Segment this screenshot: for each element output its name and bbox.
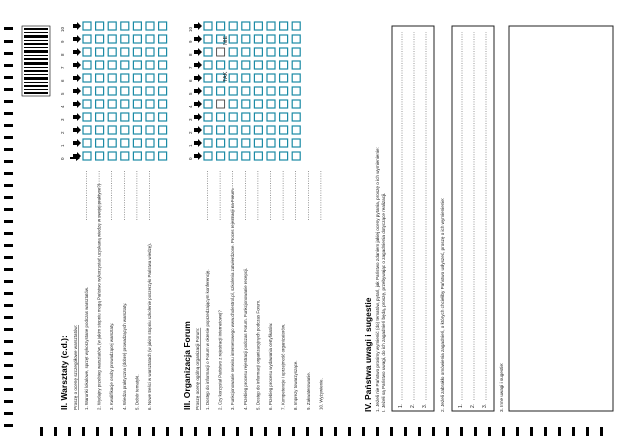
rating-checkbox[interactable] <box>204 61 212 69</box>
section-2-scale-header <box>60 26 65 160</box>
rating-checkbox[interactable] <box>159 113 167 121</box>
section-3-title: III. Organizacja Forum <box>182 321 192 410</box>
rating-checkbox[interactable] <box>204 87 212 95</box>
rating-checkbox[interactable] <box>159 35 167 43</box>
scale-arrow-icon <box>194 152 202 160</box>
rating-checkbox[interactable] <box>133 113 141 121</box>
rating-checkbox[interactable] <box>121 100 129 108</box>
rating-checkbox[interactable] <box>204 48 212 56</box>
rating-checkbox[interactable] <box>254 48 262 56</box>
rating-checkbox[interactable] <box>292 126 300 134</box>
rating-checkbox[interactable] <box>146 61 154 69</box>
rating-checkbox[interactable] <box>83 35 91 43</box>
rating-checkbox[interactable] <box>133 74 141 82</box>
rating-checkbox[interactable] <box>242 74 250 82</box>
rating-checkbox[interactable] <box>133 87 141 95</box>
rating-checkbox[interactable] <box>108 113 116 121</box>
rating-checkbox[interactable] <box>108 100 116 108</box>
answer-box-3[interactable] <box>509 26 613 411</box>
rating-checkbox[interactable] <box>204 139 212 147</box>
rating-checkbox[interactable] <box>133 61 141 69</box>
rating-checkbox[interactable] <box>217 126 225 134</box>
box1-line-3: 3. <box>422 403 428 408</box>
rating-checkbox[interactable] <box>217 61 225 69</box>
rating-checkbox[interactable] <box>96 152 104 160</box>
question-text: 6. Przebieg procesu wydawania certyfikatów. <box>268 322 273 410</box>
scale-arrow-icon <box>194 61 202 69</box>
rating-checkbox[interactable] <box>242 61 250 69</box>
rating-checkbox[interactable] <box>108 152 116 160</box>
rating-checkbox[interactable] <box>108 35 116 43</box>
rating-checkbox[interactable] <box>146 35 154 43</box>
rating-checkbox[interactable] <box>280 35 288 43</box>
rating-checkbox[interactable] <box>146 152 154 160</box>
box1-line-1: 1. <box>398 403 404 408</box>
rating-checkbox[interactable] <box>267 87 275 95</box>
scale-1: 1 <box>188 144 193 147</box>
no-label: NIE <box>223 35 229 45</box>
scale-5: 5 <box>188 92 193 95</box>
rating-checkbox[interactable] <box>121 126 129 134</box>
rating-checkbox[interactable] <box>267 22 275 30</box>
rating-checkbox[interactable] <box>108 126 116 134</box>
rating-checkbox[interactable] <box>96 61 104 69</box>
rating-checkbox[interactable] <box>267 113 275 121</box>
rating-checkbox[interactable] <box>83 87 91 95</box>
section-2-items <box>84 170 152 410</box>
scale-arrow-icon <box>73 22 81 30</box>
rating-checkbox[interactable] <box>133 35 141 43</box>
left-timing-marks <box>4 27 13 427</box>
rating-checkbox[interactable] <box>159 48 167 56</box>
scale-arrow-icon <box>73 100 81 108</box>
rating-checkbox[interactable] <box>159 87 167 95</box>
yes-label: TAK <box>223 71 229 82</box>
scale-0: 0 <box>60 157 65 160</box>
question-text: 5. Dobór tematyki. <box>134 374 140 410</box>
barcode <box>22 26 50 96</box>
section-4-q1: 1. Jeżeli nie Państwo prosimy wymienić (do) tematów, pytań, jak Państwo zdaniem jakiej oceny pytania, proszę o ich wymienienie: <box>375 147 380 412</box>
section-4-q3: 3. Inne uwagi i sugestie: <box>499 362 504 412</box>
rating-checkbox[interactable] <box>217 139 225 147</box>
rating-checkbox[interactable] <box>133 152 141 160</box>
scale-3: 3 <box>60 118 65 121</box>
scale-9: 9 <box>188 40 193 43</box>
scale-arrow-icon <box>194 139 202 147</box>
rating-checkbox[interactable] <box>108 61 116 69</box>
rating-checkbox[interactable] <box>121 61 129 69</box>
rating-checkbox[interactable] <box>83 100 91 108</box>
section-4-q1b: I. Jeżeli są Państwo uwagi, do ich zagadnień będą, proszę, przebywając o zagadnienia dotyczące realizacji. <box>381 192 386 412</box>
question-text: 4. Przebieg procesu rejestracji podczas Forum. Funkcjonowanie recepcji. <box>242 267 248 410</box>
rating-checkbox[interactable] <box>280 87 288 95</box>
scale-2: 2 <box>60 131 65 134</box>
rating-checkbox[interactable] <box>96 139 104 147</box>
rating-checkbox[interactable] <box>204 74 212 82</box>
rating-checkbox[interactable] <box>159 152 167 160</box>
rating-checkbox[interactable] <box>96 48 104 56</box>
rating-checkbox[interactable] <box>280 126 288 134</box>
rating-checkbox[interactable] <box>146 113 154 121</box>
scale-arrow-icon <box>194 87 202 95</box>
question-text: 5. Dostęp do informacji organizacyjnych podczas Forum. <box>255 299 261 410</box>
rating-checkbox[interactable] <box>217 87 225 95</box>
rating-checkbox[interactable] <box>121 139 129 147</box>
rating-checkbox[interactable] <box>292 113 300 121</box>
rating-checkbox[interactable] <box>229 152 237 160</box>
rating-checkbox[interactable] <box>254 22 262 30</box>
rating-checkbox[interactable] <box>280 48 288 56</box>
rating-checkbox[interactable] <box>229 22 237 30</box>
rating-checkbox[interactable] <box>217 22 225 30</box>
rating-checkbox[interactable] <box>292 61 300 69</box>
question-text: 4. Wiedza praktyczna (dobre) prowadzących warsztaty. <box>121 302 127 410</box>
scale-8: 8 <box>188 53 193 56</box>
box2-line-3: 3. <box>482 403 488 408</box>
scale-3: 3 <box>188 118 193 121</box>
question-text: 3. Kwalifikacje osoby prowadzącej warsztaty. <box>109 322 115 410</box>
scale-4: 4 <box>188 105 193 108</box>
rating-checkbox[interactable] <box>229 74 237 82</box>
scale-arrow-icon <box>73 48 81 56</box>
rating-checkbox[interactable] <box>217 113 225 121</box>
section-2-title: II. Warsztaty (c.d.): <box>59 335 69 410</box>
scale-arrow-icon <box>194 113 202 121</box>
rating-checkbox[interactable] <box>121 22 129 30</box>
rating-checkbox[interactable] <box>229 87 237 95</box>
rating-checkbox[interactable] <box>96 35 104 43</box>
rating-checkbox[interactable] <box>229 113 237 121</box>
scale-arrow-icon <box>194 22 202 30</box>
scale-arrow-icon <box>73 74 81 82</box>
rating-checkbox[interactable] <box>280 113 288 121</box>
scale-8: 8 <box>60 53 65 56</box>
rating-checkbox[interactable] <box>242 35 250 43</box>
question-text: 10. Wyżywienie. <box>318 378 324 410</box>
question-text: 1. Dostęp do informacji o Forum w okresie poprzedzającym konferencję. <box>205 269 210 410</box>
rating-checkbox[interactable] <box>217 100 225 108</box>
rating-checkbox[interactable] <box>292 139 300 147</box>
rating-checkbox[interactable] <box>204 152 212 160</box>
rating-checkbox[interactable] <box>254 126 262 134</box>
rating-checkbox[interactable] <box>83 61 91 69</box>
rating-checkbox[interactable] <box>254 152 262 160</box>
rating-checkbox[interactable] <box>229 61 237 69</box>
scale-6: 6 <box>60 79 65 82</box>
section-3-subtitle: Proszę ocenę ogólną organizacji Forum: <box>195 327 200 410</box>
rating-checkbox[interactable] <box>242 100 250 108</box>
scale-1: 1 <box>60 144 65 147</box>
rating-checkbox[interactable] <box>159 61 167 69</box>
scale-10: 10 <box>60 26 65 32</box>
rating-checkbox[interactable] <box>254 100 262 108</box>
rating-checkbox[interactable] <box>254 87 262 95</box>
rating-checkbox[interactable] <box>229 100 237 108</box>
rating-checkbox[interactable] <box>292 100 300 108</box>
scale-arrow-icon <box>194 74 202 82</box>
rating-checkbox[interactable] <box>229 139 237 147</box>
rating-checkbox[interactable] <box>108 74 116 82</box>
rating-checkbox[interactable] <box>292 22 300 30</box>
rating-checkbox[interactable] <box>96 113 104 121</box>
section-3-scale-header <box>188 26 193 160</box>
rating-checkbox[interactable] <box>96 87 104 95</box>
scale-7: 7 <box>60 66 65 69</box>
rating-checkbox[interactable] <box>146 22 154 30</box>
box2-line-1: 1. <box>458 403 464 408</box>
rating-checkbox[interactable] <box>254 35 262 43</box>
rating-checkbox[interactable] <box>204 126 212 134</box>
rating-checkbox[interactable] <box>292 74 300 82</box>
scale-arrow-icon <box>194 48 202 56</box>
scale-arrow-icon <box>73 87 81 95</box>
rating-checkbox[interactable] <box>242 22 250 30</box>
scale-5: 5 <box>60 92 65 95</box>
rating-checkbox[interactable] <box>133 139 141 147</box>
rating-checkbox[interactable] <box>254 113 262 121</box>
scale-4: 4 <box>60 105 65 108</box>
bottom-timing-marks <box>40 427 603 436</box>
rating-checkbox[interactable] <box>96 22 104 30</box>
scale-arrow-icon <box>73 139 81 147</box>
rating-checkbox[interactable] <box>204 22 212 30</box>
box1-line-2: 2. <box>410 403 416 408</box>
rating-checkbox[interactable] <box>133 22 141 30</box>
rating-checkbox[interactable] <box>217 48 225 56</box>
scale-arrow-icon <box>194 100 202 108</box>
section-3-rating-grid <box>194 22 300 160</box>
rating-checkbox[interactable] <box>83 22 91 30</box>
rating-checkbox[interactable] <box>292 152 300 160</box>
rating-checkbox[interactable] <box>83 48 91 56</box>
rating-checkbox[interactable] <box>133 100 141 108</box>
rating-checkbox[interactable] <box>108 48 116 56</box>
scale-10: 10 <box>188 26 193 32</box>
section-4-q2: 2. Jeżeli zabrakło omówienia zagadnień, o których chcieliby Państwo usłyszeć, proszę o ich wymienienie: <box>440 197 445 412</box>
rating-checkbox[interactable] <box>83 74 91 82</box>
rating-checkbox[interactable] <box>121 113 129 121</box>
rating-checkbox[interactable] <box>280 139 288 147</box>
rating-checkbox[interactable] <box>121 35 129 43</box>
rating-checkbox[interactable] <box>229 35 237 43</box>
question-text: 3. Funkcjonowanie serwisu internetowego www.cholestrol.pl, szkolenia zatwierdzone. Proces rejestracji na Forum. <box>230 188 236 410</box>
rating-checkbox[interactable] <box>267 139 275 147</box>
question-text: 9. Zakwaterowanie. <box>305 371 311 410</box>
rating-checkbox[interactable] <box>254 61 262 69</box>
scale-arrow-icon <box>73 113 81 121</box>
rating-checkbox[interactable] <box>280 74 288 82</box>
rating-checkbox[interactable] <box>280 61 288 69</box>
answer-box-1[interactable] <box>392 26 434 411</box>
scale-arrow-icon <box>194 35 202 43</box>
rating-checkbox[interactable] <box>267 100 275 108</box>
rating-checkbox[interactable] <box>204 100 212 108</box>
scale-arrow-icon <box>73 126 81 134</box>
rating-checkbox[interactable] <box>204 35 212 43</box>
rating-checkbox[interactable] <box>108 87 116 95</box>
rating-checkbox[interactable] <box>280 100 288 108</box>
rating-checkbox[interactable] <box>108 22 116 30</box>
question-text: 2. Wydajny przebieg warsztatów, (w jakim stopniu mogą Państwo wykorzystać uzyskaną wiedzę w swojej praktyce?) <box>96 183 102 410</box>
rating-checkbox[interactable] <box>217 152 225 160</box>
scale-6: 6 <box>188 79 193 82</box>
rating-checkbox[interactable] <box>229 126 237 134</box>
rating-checkbox[interactable] <box>159 74 167 82</box>
rating-checkbox[interactable] <box>229 48 237 56</box>
rating-checkbox[interactable] <box>96 100 104 108</box>
box2-line-2: 2. <box>470 403 476 408</box>
rating-checkbox[interactable] <box>242 113 250 121</box>
rating-checkbox[interactable] <box>159 126 167 134</box>
section-2-rating-grid <box>73 22 167 160</box>
rating-checkbox[interactable] <box>242 48 250 56</box>
rating-checkbox[interactable] <box>254 74 262 82</box>
rating-checkbox[interactable] <box>242 126 250 134</box>
scale-9: 9 <box>60 40 65 43</box>
scale-2: 2 <box>188 131 193 134</box>
rating-checkbox[interactable] <box>292 35 300 43</box>
rating-checkbox[interactable] <box>242 139 250 147</box>
rating-checkbox[interactable] <box>146 74 154 82</box>
scale-arrow-icon <box>73 61 81 69</box>
rating-checkbox[interactable] <box>83 113 91 121</box>
rating-checkbox[interactable] <box>292 48 300 56</box>
rating-checkbox[interactable] <box>242 152 250 160</box>
rating-checkbox[interactable] <box>204 113 212 121</box>
answer-box-2[interactable] <box>452 26 494 411</box>
question-text: 2. Czy korzystał Państwo z rejestracji internetowej? <box>217 310 223 410</box>
rating-checkbox[interactable] <box>267 126 275 134</box>
rating-checkbox[interactable] <box>133 48 141 56</box>
rating-checkbox[interactable] <box>267 74 275 82</box>
scale-0: 0 <box>188 157 193 160</box>
rating-checkbox[interactable] <box>267 48 275 56</box>
rating-checkbox[interactable] <box>280 22 288 30</box>
rating-checkbox[interactable] <box>83 152 91 160</box>
rating-checkbox[interactable] <box>96 126 104 134</box>
rating-checkbox[interactable] <box>267 152 275 160</box>
question-text: 8. Imprezy towarzyszące. <box>293 360 299 410</box>
rating-checkbox[interactable] <box>242 87 250 95</box>
rating-checkbox[interactable] <box>133 126 141 134</box>
question-text: 6. Nowe treści w warsztatach (w jakim stopniu szkolenie poszerzyło Państwa wiedzę). <box>147 243 152 410</box>
rating-checkbox[interactable] <box>146 139 154 147</box>
rating-checkbox[interactable] <box>121 48 129 56</box>
section-2-subtitle: Proszę o ocenę szczegółowe warsztatów: <box>73 324 78 410</box>
rating-checkbox[interactable] <box>280 152 288 160</box>
rating-checkbox[interactable] <box>96 74 104 82</box>
question-text: 7. Kompetencje i uprzejmość organizatorów. <box>280 323 286 410</box>
rating-checkbox[interactable] <box>159 100 167 108</box>
section-4-title: IV. Państwa uwagi i sugestie <box>363 297 373 412</box>
rating-checkbox[interactable] <box>159 139 167 147</box>
scale-arrow-icon <box>194 126 202 134</box>
rating-checkbox[interactable] <box>146 100 154 108</box>
rating-checkbox[interactable] <box>121 74 129 82</box>
rating-checkbox[interactable] <box>146 87 154 95</box>
rating-checkbox[interactable] <box>292 87 300 95</box>
rating-checkbox[interactable] <box>267 35 275 43</box>
question-text: 1. Warunki lokalowe, sprzęt wykorzystane podczas warsztatów. <box>84 286 89 410</box>
rating-checkbox[interactable] <box>83 139 91 147</box>
rating-checkbox[interactable] <box>121 152 129 160</box>
rating-checkbox[interactable] <box>108 139 116 147</box>
section-3-items <box>205 170 323 410</box>
scale-7: 7 <box>188 66 193 69</box>
rating-checkbox[interactable] <box>159 22 167 30</box>
rating-checkbox[interactable] <box>254 139 262 147</box>
rating-checkbox[interactable] <box>146 48 154 56</box>
rating-checkbox[interactable] <box>121 87 129 95</box>
rating-checkbox[interactable] <box>146 126 154 134</box>
rating-checkbox[interactable] <box>83 126 91 134</box>
rating-checkbox[interactable] <box>267 61 275 69</box>
scale-arrow-icon <box>73 35 81 43</box>
